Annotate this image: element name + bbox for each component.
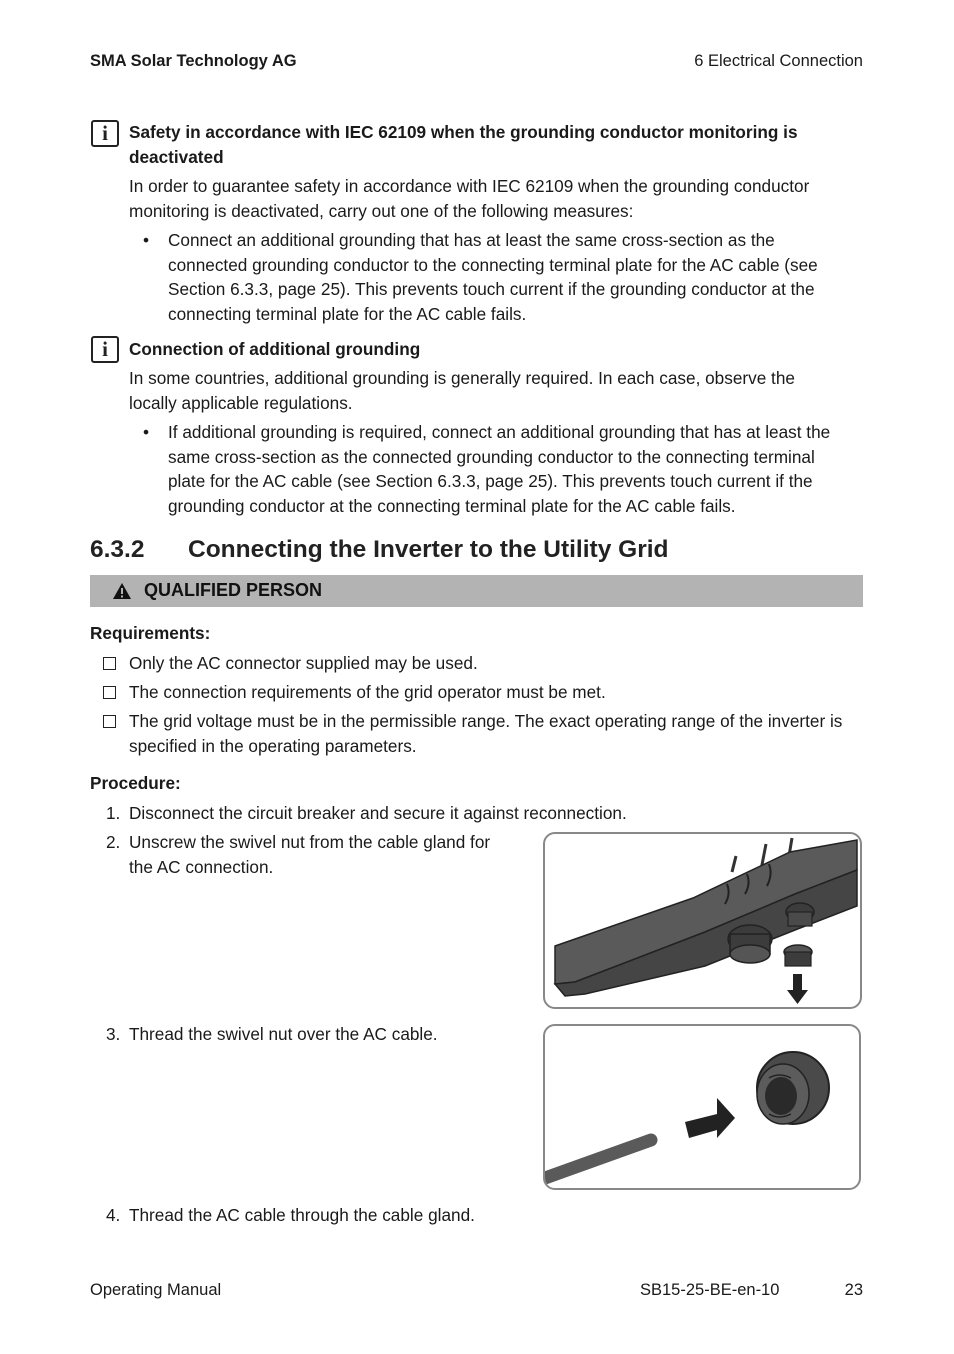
header-company: SMA Solar Technology AG — [90, 52, 297, 70]
qualified-person-banner — [90, 575, 863, 607]
step-text: Unscrew the swivel nut from the cable gland for the AC connection. — [129, 832, 491, 877]
procedure-heading: Procedure: — [90, 773, 181, 793]
step-text: Thread the AC cable through the cable gland. — [129, 1205, 475, 1225]
step-number: 2. — [106, 832, 121, 852]
section-title: Connecting the Inverter to the Utility Grid — [188, 536, 669, 563]
figure-unscrew-swivel-nut — [543, 832, 862, 1009]
footer-doc-id: SB15-25-BE-en-10 — [640, 1281, 780, 1299]
step-number: 4. — [106, 1205, 121, 1225]
requirements-heading: Requirements: — [90, 623, 211, 643]
page-number: 23 — [844, 1281, 863, 1299]
swivel-nut-illustration — [545, 1026, 859, 1188]
bullet-text: Connect an additional grounding that has at least the same cross-section as the connected grounding conductor to the connecting terminal plate for the AC cable (see Section 6.3.3, page 25). This prevents touch current if the grounding conductor at the connecting terminal plate for the AC cable fails. — [168, 230, 818, 324]
section-number: 6.3.2 — [90, 536, 145, 563]
requirement-item: The grid voltage must be in the permissible range. The exact operating range of the inverter is specified in the operating parameters. — [129, 711, 843, 756]
step-number: 3. — [106, 1024, 121, 1044]
banner-label: QUALIFIED PERSON — [144, 580, 323, 600]
step-number: 1. — [106, 803, 121, 823]
header-chapter: 6 Electrical Connection — [694, 52, 863, 70]
requirement-item: Only the AC connector supplied may be used. — [129, 653, 478, 673]
notice-title: Connection of additional grounding — [129, 339, 421, 359]
info-icon: i — [91, 336, 119, 363]
notice-body: In some countries, additional grounding is generally required. In each case, observe the locally applicable regulations. — [129, 368, 795, 413]
step-text: Disconnect the circuit breaker and secure it against reconnection. — [129, 803, 627, 823]
warning-icon — [112, 582, 132, 600]
inverter-illustration — [545, 834, 860, 1007]
bullet-marker: • — [143, 230, 150, 250]
requirement-item: The connection requirements of the grid operator must be met. — [129, 682, 606, 702]
checkbox-icon — [103, 715, 116, 728]
notice-body: In order to guarantee safety in accordance with IEC 62109 when the grounding conductor monitoring is deactivated, carry out one of the following measures: — [129, 176, 810, 221]
figure-thread-swivel-nut — [543, 1024, 861, 1190]
checkbox-icon — [103, 686, 116, 699]
bullet-marker: • — [143, 422, 150, 442]
checkbox-icon — [103, 657, 116, 670]
notice-title: Safety in accordance with IEC 62109 when the grounding conductor monitoring is deactivated — [129, 122, 798, 167]
bullet-text: If additional grounding is required, connect an additional grounding that has at least the same cross-section as the connected grounding conductor to the connecting terminal plate for the AC cable (see Section 6.3.3, page 25). This prevents touch current if the grounding conductor at the connecting terminal plate for the AC cable fails. — [168, 422, 831, 516]
footer-title: Operating Manual — [90, 1281, 222, 1299]
info-icon: i — [91, 120, 119, 147]
step-text: Thread the swivel nut over the AC cable. — [129, 1024, 438, 1044]
